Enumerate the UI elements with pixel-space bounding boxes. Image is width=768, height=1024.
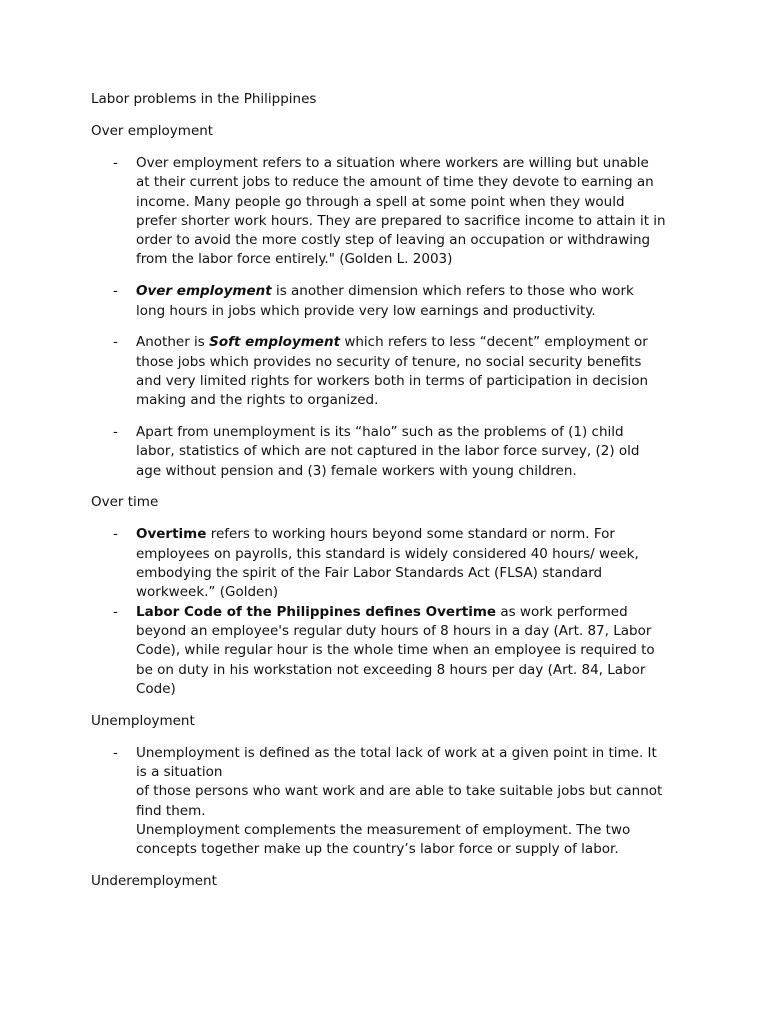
- text-line: long hours in jobs which provide very low earnings and productivity.: [136, 302, 596, 319]
- text-line: find them.: [136, 802, 206, 819]
- bullet-list-unemployment: [91, 744, 691, 860]
- text-line: [136, 525, 691, 544]
- text-line: beyond an employee's regular duty hours of 8 hours in a day (Art. 87, Labor: [136, 622, 652, 639]
- section-heading-underemployment: Underemployment: [91, 872, 217, 889]
- document-title: Labor problems in the Philippines: [91, 91, 317, 107]
- text-line: workweek.” (Golden): [136, 584, 279, 601]
- list-item: [91, 423, 691, 481]
- text-line: [136, 282, 691, 301]
- bullet-list-over-employment: [91, 154, 691, 481]
- text-line: Code), while regular hour is the whole time when an employee is required to: [136, 642, 655, 659]
- text-line: employees on payrolls, this standard is widely considered 40 hours/ week,: [136, 545, 639, 562]
- text-line: is a situation: [136, 763, 223, 780]
- emphasized-term: Soft employment: [209, 334, 341, 351]
- list-item: [91, 525, 691, 602]
- text-line: prefer shorter work hours. They are prepared to sacrifice income to attain it in: [136, 212, 666, 229]
- bullet-list-over-time: [91, 525, 691, 699]
- text-line: at their current jobs to reduce the amount of time they devote to earning an: [136, 174, 654, 191]
- text-line: Code): [136, 680, 176, 697]
- text-line: Unemployment complements the measurement of employment. The two: [136, 821, 631, 838]
- text-line: [136, 603, 691, 622]
- emphasized-term: Labor Code of the Philippines defines Overtime: [136, 603, 497, 620]
- emphasized-term: Overtime: [136, 526, 207, 543]
- text-line: from the labor force entirely." (Golden L. 2003): [136, 251, 453, 268]
- text-line: be on duty in his workstation not exceeding 8 hours per day (Art. 84, Labor: [136, 661, 646, 678]
- text-line: labor, statistics of which are not captured in the labor force survey, (2) old: [136, 443, 640, 460]
- text-line: concepts together make up the country’s labor force or supply of labor.: [136, 841, 619, 858]
- text-line: embodying the spirit of the Fair Labor Standards Act (FLSA) standard: [136, 565, 603, 582]
- text-line: Apart from unemployment is its “halo” such as the problems of (1) child: [136, 424, 624, 441]
- emphasized-term: Over employment: [136, 283, 272, 300]
- bullet-marker: -: [113, 744, 118, 761]
- text-segment: as work performed: [496, 603, 628, 620]
- bullet-marker: -: [113, 334, 118, 351]
- text-line: age without pension and (3) female workers with young children.: [136, 462, 577, 479]
- text-line: of those persons who want work and are able to take suitable jobs but cannot: [136, 783, 663, 800]
- text-segment: which refers to less “decent” employment or: [340, 334, 648, 351]
- section-heading-unemployment: Unemployment: [91, 712, 195, 729]
- bullet-marker: -: [113, 603, 118, 620]
- text-segment: refers to working hours beyond some standard or norm. For: [206, 526, 615, 543]
- list-item: [91, 154, 691, 270]
- bullet-marker: -: [113, 424, 118, 441]
- bullet-marker: -: [113, 283, 118, 300]
- text-line: [136, 333, 691, 352]
- list-item: [91, 282, 691, 321]
- text-line: Unemployment is defined as the total lack of work at a given point in time. It: [136, 744, 657, 761]
- section-heading-over-time: Over time: [91, 494, 159, 511]
- text-line: those jobs which provides no security of tenure, no social security benefits: [136, 353, 642, 370]
- bullet-marker: -: [113, 155, 118, 171]
- list-item: [91, 744, 691, 860]
- bullet-marker: -: [113, 526, 118, 543]
- text-line: income. Many people go through a spell at some point when they would: [136, 193, 625, 210]
- text-line: Over employment refers to a situation where workers are willing but unable: [136, 155, 649, 171]
- text-line: order to avoid the more costly step of leaving an occupation or withdrawing: [136, 232, 651, 249]
- list-item: [91, 333, 691, 410]
- text-line: making and the rights to organized.: [136, 392, 379, 409]
- document-page: [91, 90, 691, 904]
- list-item: [91, 603, 691, 699]
- text-segment: Another is: [136, 334, 210, 351]
- text-segment: is another dimension which refers to those who work: [271, 283, 634, 300]
- section-heading-over-employment: Over employment: [91, 123, 214, 139]
- text-line: and very limited rights for workers both in terms of participation in decision: [136, 372, 649, 389]
